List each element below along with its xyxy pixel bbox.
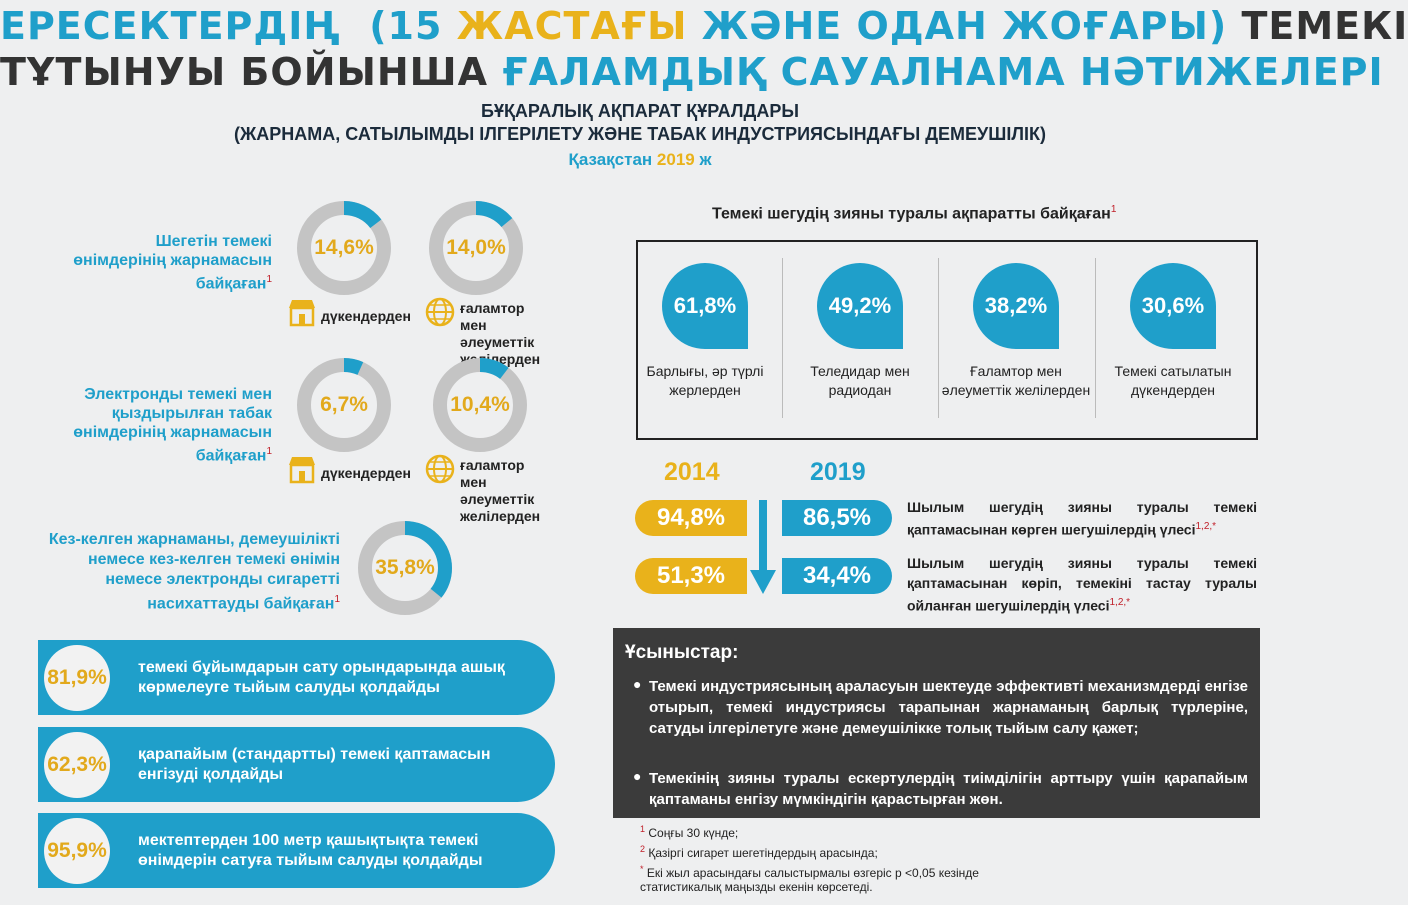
block1-label	[60, 232, 272, 293]
harm-label-internet: Ғаламтор мен әлеуметтік желілерден	[941, 363, 1091, 398]
footnote-2	[640, 842, 1000, 860]
globe-icon	[424, 453, 456, 485]
block3-label	[40, 530, 340, 614]
year: 2019	[656, 150, 695, 169]
stores-label: дүкендерден	[321, 308, 411, 324]
pill-value: 95,9%	[44, 818, 110, 884]
block3-label-text: Кез-келген жарнаманы, демеушілікті немесе кез-келген темекі өнімін немесе электронды сигаретті насихаттауды байқаған	[48, 531, 340, 613]
shop-icon	[286, 296, 318, 328]
subtitle-2: (ЖАРНАМА, САТЫЛЫМДЫ ІЛГЕРІЛЕТУ ЖӘНЕ ТАБАК ИНДУСТРИЯСЫНДАҒЫ ДЕМЕУШІЛІК)	[234, 124, 1046, 144]
footnote-mark: 1,2,*	[1195, 521, 1217, 532]
globe-icon	[424, 296, 456, 328]
value-2019-row2: 34,4%	[782, 558, 892, 594]
harm-label-stores: Темекі сатылатын дүкендерден	[1114, 363, 1232, 398]
title-part: ЖАСТАҒЫ	[456, 4, 688, 48]
title-part: ЕРЕСЕКТЕРДІҢ	[0, 4, 341, 48]
support-pill-3	[38, 813, 555, 888]
footnote-mark: 1,2,*	[1109, 597, 1131, 608]
block2-label-text: Электронды темекі мен қыздырылған табак өнімдерінің жарнамасын байқаған	[73, 386, 272, 465]
title-part: ТҰТЫНУЫ БОЙЫНША	[0, 50, 489, 94]
footnote-3	[640, 862, 1000, 894]
donut-value: 6,7%	[320, 393, 368, 416]
country-year	[0, 150, 1280, 170]
compare-desc-text: Шылым шегудің зияны туралы темекі қаптамасынан көрген шегушілердің үлесі	[907, 499, 1257, 538]
recommendations-panel	[613, 628, 1260, 818]
donut-value: 14,0%	[446, 236, 506, 259]
footnote-text: Соңғы 30 күнде;	[648, 826, 739, 840]
compare-desc-text: Шылым шегудің зияны туралы темекі қаптамасынан көріп, темекіні тастау туралы ойланған шегушілердің үлесі	[907, 555, 1257, 614]
recommendation-text: Темекі индустриясының араласуын шектеуде эффективті механизмдерді енгізе отырып, темекі индустриясы тарапынан жарнаманың барлық түрлеріне, сатуды ілгерілетуге және демеушілікке толық тыйым салу қажет;	[649, 678, 1248, 737]
footnote-text: Қазіргі сигарет шегетіндердың арасында;	[648, 846, 878, 860]
footnote-mark: 2	[640, 844, 646, 854]
year-2019: 2019	[810, 458, 866, 486]
footnote-mark: *	[640, 864, 644, 874]
donut-stores-2	[296, 357, 392, 453]
donut-internet-2	[432, 357, 528, 453]
footnote-text: Екі жыл арасындағы салыстырмалы өзгеріс p <0,05 кезінде статистикалық маңызды екенін көрсетеді.	[640, 866, 979, 894]
compare-desc-2	[907, 553, 1257, 616]
harm-value-stores: 30,6%	[1130, 263, 1216, 349]
footnote-mark: 1	[266, 446, 272, 457]
subtitle-1: БҰҚАРАЛЫҚ АҚПАРАТ ҚҰРАЛДАРЫ	[481, 101, 799, 121]
down-arrow-icon	[750, 500, 776, 596]
harm-value-all: 61,8%	[662, 263, 748, 349]
block1-label-text: Шегетін темекі өнімдерінің жарнамасын байқаған	[73, 233, 272, 293]
internet-label: ғаламтор мен әлеуметтік желілерден	[460, 300, 541, 367]
title-part: (15	[369, 4, 443, 48]
donut-value: 10,4%	[450, 393, 510, 416]
title-line-2	[0, 50, 1384, 94]
country: Қазақстан	[568, 150, 653, 169]
value-2014-row2: 51,3%	[635, 558, 747, 594]
donut-value: 35,8%	[375, 556, 435, 579]
pill-value: 62,3%	[44, 732, 110, 798]
footnote-mark: 1	[266, 274, 272, 285]
value-2019-row1: 86,5%	[782, 500, 892, 536]
pill-text: темекі бұйымдарын сату орындарында ашық көрмелеуге тыйым салуды қолдайды	[138, 658, 505, 696]
divider	[1095, 258, 1096, 418]
recommendation-item-2	[633, 768, 1248, 810]
year-2014: 2014	[664, 458, 720, 486]
footnote-mark: 1	[1110, 204, 1117, 215]
divider	[938, 258, 939, 418]
pill-text: мектептерден 100 метр қашықтықта темекі өнімдерін сатуға тыйым салуды қолдайды	[138, 831, 483, 869]
title-line-1	[0, 4, 1408, 48]
stores-label: дүкендерден	[321, 465, 411, 481]
recommendations-title: Ұсыныстар:	[625, 642, 739, 663]
internet-label: ғаламтор мен әлеуметтік желілерден	[460, 457, 541, 524]
harm-value-internet: 38,2%	[973, 263, 1059, 349]
harm-label-tv: Теледидар мен радиодан	[810, 363, 910, 398]
harm-title-text: Темекі шегудің зияны туралы ақпаратты байқаған	[712, 205, 1111, 223]
footnote-mark: 1	[334, 594, 340, 605]
support-pill-2	[38, 727, 555, 802]
block2-label	[60, 385, 272, 465]
shop-icon	[286, 453, 318, 485]
donut-any-ad	[357, 520, 453, 616]
harm-label-all: Барлығы, әр түрлі жерлерден	[646, 363, 764, 398]
bullet-icon: ●	[633, 676, 642, 692]
harm-title	[712, 204, 1116, 223]
donut-stores-1	[296, 200, 392, 296]
divider	[782, 258, 783, 418]
donut-internet-1	[428, 200, 524, 296]
pill-text: қарапайым (стандартты) темекі қаптамасын енгізуді қолдайды	[138, 745, 491, 783]
title-part: ҒАЛАМДЫҚ САУАЛНАМА НӘТИЖЕЛЕРІ	[502, 50, 1384, 94]
recommendation-item-1	[633, 676, 1248, 739]
footnote-mark: 1	[640, 824, 646, 834]
pill-value: 81,9%	[44, 645, 110, 711]
support-pill-1	[38, 640, 555, 715]
title-part: ТЕМЕКІ	[1241, 4, 1408, 48]
harm-value-tv: 49,2%	[817, 263, 903, 349]
value-2014-row1: 94,8%	[635, 500, 747, 536]
footnote-1	[640, 822, 1000, 840]
recommendation-text: Темекінің зияны туралы ескертулердің тиімділігін арттыру үшін қарапайым қаптаманы енгізу мүмкіндігін қарастырған жөн.	[649, 770, 1248, 808]
bullet-icon: ●	[633, 768, 642, 784]
donut-value: 14,6%	[314, 236, 374, 259]
compare-desc-1	[907, 497, 1257, 540]
title-part: ЖӘНЕ ОДАН ЖОҒАРЫ)	[701, 4, 1228, 48]
year-suffix: ж	[699, 150, 712, 169]
